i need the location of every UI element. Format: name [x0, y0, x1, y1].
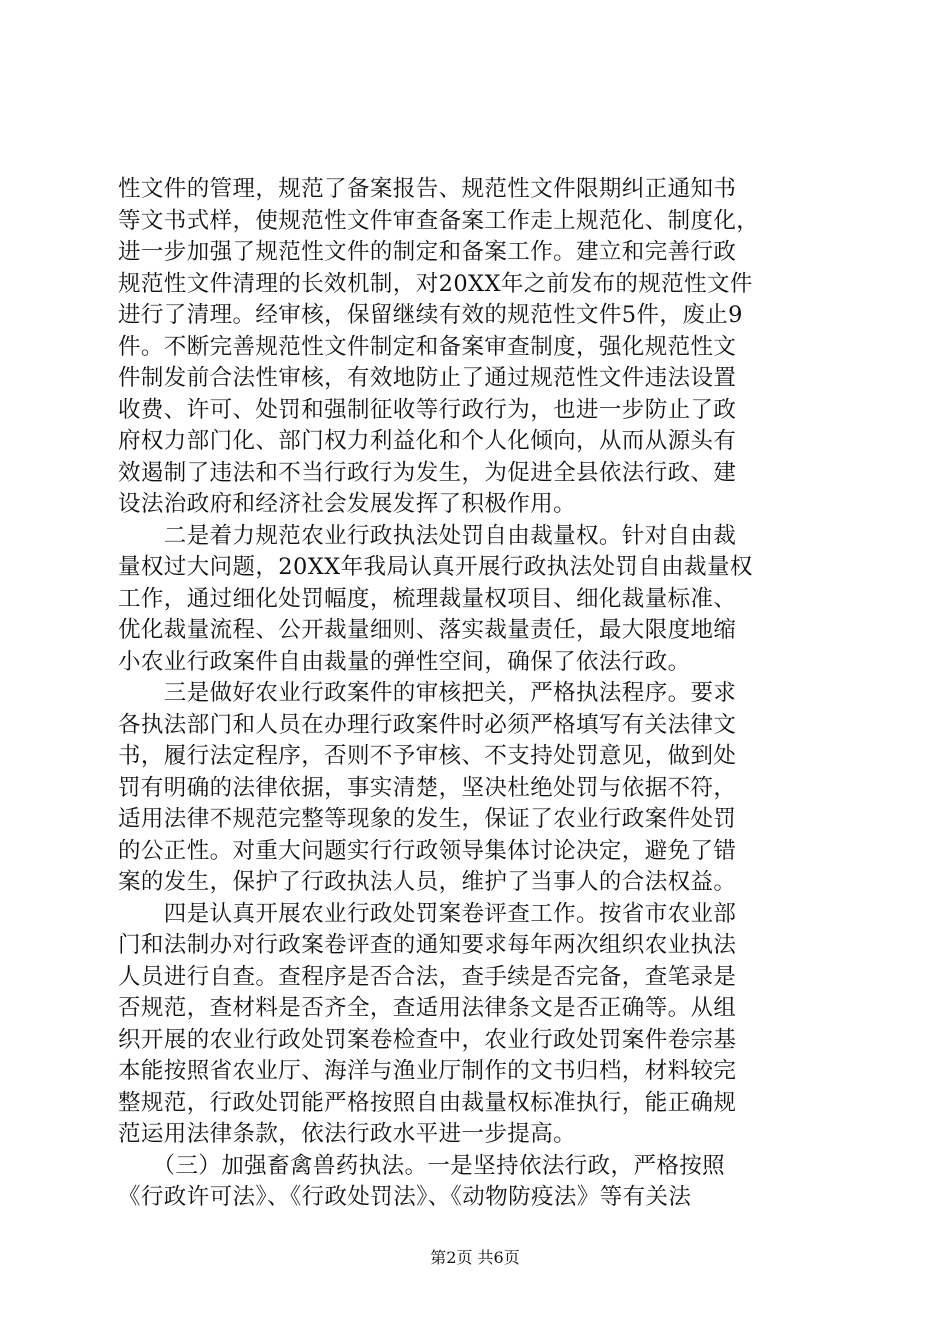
text-line: 件。不断完善规范性文件制定和备案审查制度，强化规范性文	[118, 333, 737, 360]
text-line: 小农业行政案件自由裁量的弹性空间，确保了依法行政。	[118, 648, 691, 675]
text-line: 效遏制了违法和不当行政行为发生，为促进全县依法行政、建	[118, 459, 737, 486]
text-line: 进行了清理。经审核，保留继续有效的规范性文件5件，废止9	[118, 302, 743, 328]
text-line: 的公正性。对重大问题实行行政领导集体讨论决定，避免了错	[118, 837, 737, 864]
text-line: 四是认真开展农业行政处罚案卷评查工作。按省市农业部	[118, 900, 737, 927]
text-line: 量权过大问题，20XX年我局认真开展行政执法处罚自由裁量权	[118, 554, 753, 580]
text-line: 工作，通过细化处罚幅度，梳理裁量权项目、细化裁量标准、	[118, 585, 737, 612]
text-line: 各执法部门和人员在办理行政案件时必须严格填写有关法律文	[118, 711, 737, 738]
text-line: 整规范，行政处罚能严格按照自由裁量权标准执行，能正确规	[118, 1089, 737, 1116]
text-line: 二是着力规范农业行政执法处罚自由裁量权。针对自由裁	[118, 522, 737, 549]
text-line: 府权力部门化、部门权力利益化和个人化倾向，从而从源头有	[118, 428, 737, 454]
text-line: 否规范，查材料是否齐全，查适用法律条文是否正确等。从组	[118, 995, 737, 1021]
body-text	[118, 174, 838, 1214]
text-line: 人员进行自查。查程序是否合法，查手续是否完备，查笔录是	[118, 963, 737, 990]
text-line: （三）加强畜禽兽药执法。一是坚持依法行政，严格按照	[118, 1152, 726, 1179]
text-line: 等文书式样，使规范性文件审查备案工作走上规范化、制度化，	[118, 207, 760, 234]
text-line: 规范性文件清理的长效机制，对20XX年之前发布的规范性文件	[118, 270, 753, 297]
text-line: 罚有明确的法律依据，事实清楚，坚决杜绝处罚与依据不符，	[118, 774, 737, 801]
text-line: 门和法制办对行政案卷评查的通知要求每年两次组织农业执法	[118, 932, 737, 958]
text-line: 优化裁量流程、公开裁量细则、落实裁量责任，最大限度地缩	[118, 617, 737, 643]
text-line: 适用法律不规范完整等现象的发生，保证了农业行政案件处罚	[118, 806, 737, 832]
text-line: 范运用法律条款，依法行政水平进一步提高。	[118, 1121, 577, 1147]
text-line: 性文件的管理，规范了备案报告、规范性文件限期纠正通知书	[118, 176, 737, 202]
text-line: 件制发前合法性审核，有效地防止了通过规范性文件违法设置	[118, 365, 737, 391]
text-line: 本能按照省农业厅、海洋与渔业厅制作的文书归档，材料较完	[118, 1058, 737, 1084]
text-line: 三是做好农业行政案件的审核把关，严格执法程序。要求	[118, 680, 737, 706]
page-footer: 第2页 共6页	[430, 1248, 520, 1267]
text-line: 书，履行法定程序，否则不予审核、不支持处罚意见，做到处	[118, 743, 737, 769]
text-line: 收费、许可、处罚和强制征收等行政行为，也进一步防止了政	[118, 396, 737, 423]
text-line: 案的发生，保护了行政执法人员，维护了当事人的合法权益。	[118, 869, 737, 895]
text-line: 织开展的农业行政处罚案卷检查中，农业行政处罚案件卷宗基	[118, 1026, 737, 1053]
text-line: 进一步加强了规范性文件的制定和备案工作。建立和完善行政	[118, 239, 737, 265]
text-line: 《行政许可法》、《行政处罚法》、《动物防疫法》等有关法	[118, 1184, 692, 1210]
text-line: 设法治政府和经济社会发展发挥了积极作用。	[118, 491, 577, 517]
